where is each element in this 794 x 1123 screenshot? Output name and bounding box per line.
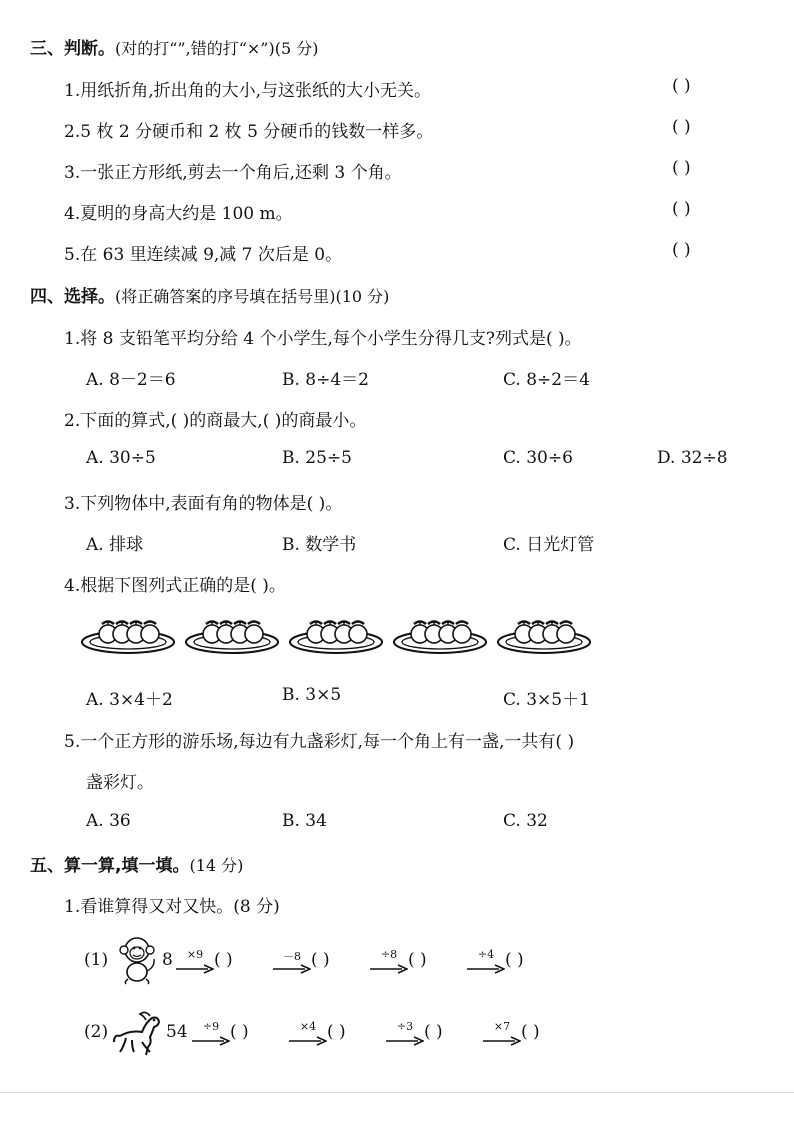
q2-option-c[interactable]: C. 30÷6 — [503, 448, 573, 468]
row-1-op-4: ÷4 — [477, 948, 495, 961]
apple-plates-illustration — [80, 612, 760, 662]
apple-plate-2 — [186, 621, 278, 653]
q1-option-c[interactable]: C. 8÷2＝4 — [503, 370, 590, 390]
q4-option-b[interactable]: B. 3×5 — [282, 685, 342, 705]
row-1-start: 8 — [162, 950, 173, 970]
row-2-blank-3[interactable]: ( ) — [424, 1022, 443, 1042]
row-1-op-2: －8 — [283, 950, 301, 963]
row-2-blank-4[interactable]: ( ) — [521, 1022, 540, 1042]
q2-option-a[interactable]: A. 30÷5 — [86, 448, 156, 468]
row-2-op-2: ×4 — [299, 1020, 317, 1033]
row-1-op-3: ÷8 — [380, 948, 398, 961]
section-5-title: 五、算一算,填一填。 — [30, 856, 190, 876]
choice-question-4: 4.根据下图列式正确的是( )。 — [64, 576, 286, 596]
q5-option-a[interactable]: A. 36 — [86, 811, 131, 831]
section-5-note: (14 分) — [189, 856, 244, 875]
section-4-heading — [30, 282, 389, 307]
row-2-arrow-4 — [483, 1020, 521, 1048]
choice-question-1: 1.将 8 支铅笔平均分给 4 个小学生,每个小学生分得几支?列式是( )。 — [64, 329, 582, 349]
choice-question-5: 5.一个正方形的游乐场,每边有九盏彩灯,每一个角上有一盏,一共有( ) — [64, 732, 575, 752]
row-1-arrow-3 — [370, 948, 408, 976]
row-2-blank-2[interactable]: ( ) — [327, 1022, 346, 1042]
q1-option-a[interactable]: A. 8－2＝6 — [86, 370, 176, 390]
section-4-title: 四、选择。 — [30, 287, 115, 307]
section-3-note: (对的打“”,错的打“×”)(5 分) — [115, 39, 319, 58]
row-1-blank-4[interactable]: ( ) — [505, 950, 524, 970]
row-1-blank-3[interactable]: ( ) — [408, 950, 427, 970]
apple-plate-5 — [498, 621, 590, 653]
judge-answer-3[interactable]: ( ) — [672, 158, 691, 178]
row-2-start: 54 — [166, 1022, 188, 1042]
judge-answer-4[interactable]: ( ) — [672, 199, 691, 219]
q2-option-b[interactable]: B. 25÷5 — [282, 448, 352, 468]
section-5-heading — [30, 851, 243, 876]
choice-question-5-cont: 盏彩灯。 — [86, 773, 154, 793]
choice-question-2: 2.下面的算式,( )的商最大,( )的商最小。 — [64, 411, 367, 431]
row-2-label: (2) — [84, 1022, 109, 1042]
judge-answer-5[interactable]: ( ) — [672, 240, 691, 260]
apple-plate-1 — [82, 621, 174, 653]
row-2-op-1: ÷9 — [202, 1020, 220, 1033]
section-3-heading — [30, 34, 318, 59]
q3-option-c[interactable]: C. 日光灯管 — [503, 535, 595, 555]
q3-option-a[interactable]: A. 排球 — [86, 535, 144, 555]
section-3-title: 三、判断。 — [30, 39, 115, 59]
judge-item-2: 2.5 枚 2 分硬币和 2 枚 5 分硬币的钱数一样多。 — [64, 122, 434, 142]
row-1-arrow-4 — [467, 948, 505, 976]
q4-option-a[interactable]: A. 3×4＋2 — [86, 690, 173, 710]
row-1-arrow-1 — [176, 948, 214, 976]
judge-item-5: 5.在 63 里连续减 9,减 7 次后是 0。 — [64, 245, 343, 265]
row-2-arrow-3 — [386, 1020, 424, 1048]
q1-option-b[interactable]: B. 8÷4＝2 — [282, 370, 369, 390]
q3-option-b[interactable]: B. 数学书 — [282, 535, 357, 555]
row-1-blank-2[interactable]: ( ) — [311, 950, 330, 970]
q5-option-b[interactable]: B. 34 — [282, 811, 327, 831]
judge-answer-2[interactable]: ( ) — [672, 117, 691, 137]
judge-item-3: 3.一张正方形纸,剪去一个角后,还剩 3 个角。 — [64, 163, 402, 183]
q4-option-c[interactable]: C. 3×5＋1 — [503, 690, 590, 710]
apple-plate-3 — [290, 621, 382, 653]
row-2-arrow-1 — [192, 1020, 230, 1048]
row-2-op-3: ÷3 — [396, 1020, 414, 1033]
choice-question-3: 3.下列物体中,表面有角的物体是( )。 — [64, 494, 343, 514]
apple-plate-4 — [394, 621, 486, 653]
horse-icon — [112, 1008, 162, 1058]
section-4-note: (将正确答案的序号填在括号里)(10 分) — [115, 287, 390, 306]
calc-subheading: 1.看谁算得又对又快。(8 分) — [64, 897, 280, 917]
row-1-op-1: ×9 — [186, 948, 204, 961]
judge-item-1: 1.用纸折角,折出角的大小,与这张纸的大小无关。 — [64, 81, 432, 101]
row-2-arrow-2 — [289, 1020, 327, 1048]
row-2-op-4: ×7 — [493, 1020, 511, 1033]
judge-answer-1[interactable]: ( ) — [672, 76, 691, 96]
row-1-arrow-2 — [273, 950, 311, 976]
row-1-label: (1) — [84, 950, 109, 970]
row-2-blank-1[interactable]: ( ) — [230, 1022, 249, 1042]
row-1-blank-1[interactable]: ( ) — [214, 950, 233, 970]
page-bottom-divider — [0, 1092, 794, 1093]
q5-option-c[interactable]: C. 32 — [503, 811, 548, 831]
q2-option-d[interactable]: D. 32÷8 — [657, 448, 728, 468]
monkey-icon — [114, 935, 160, 985]
judge-item-4: 4.夏明的身高大约是 100 m。 — [64, 204, 293, 224]
